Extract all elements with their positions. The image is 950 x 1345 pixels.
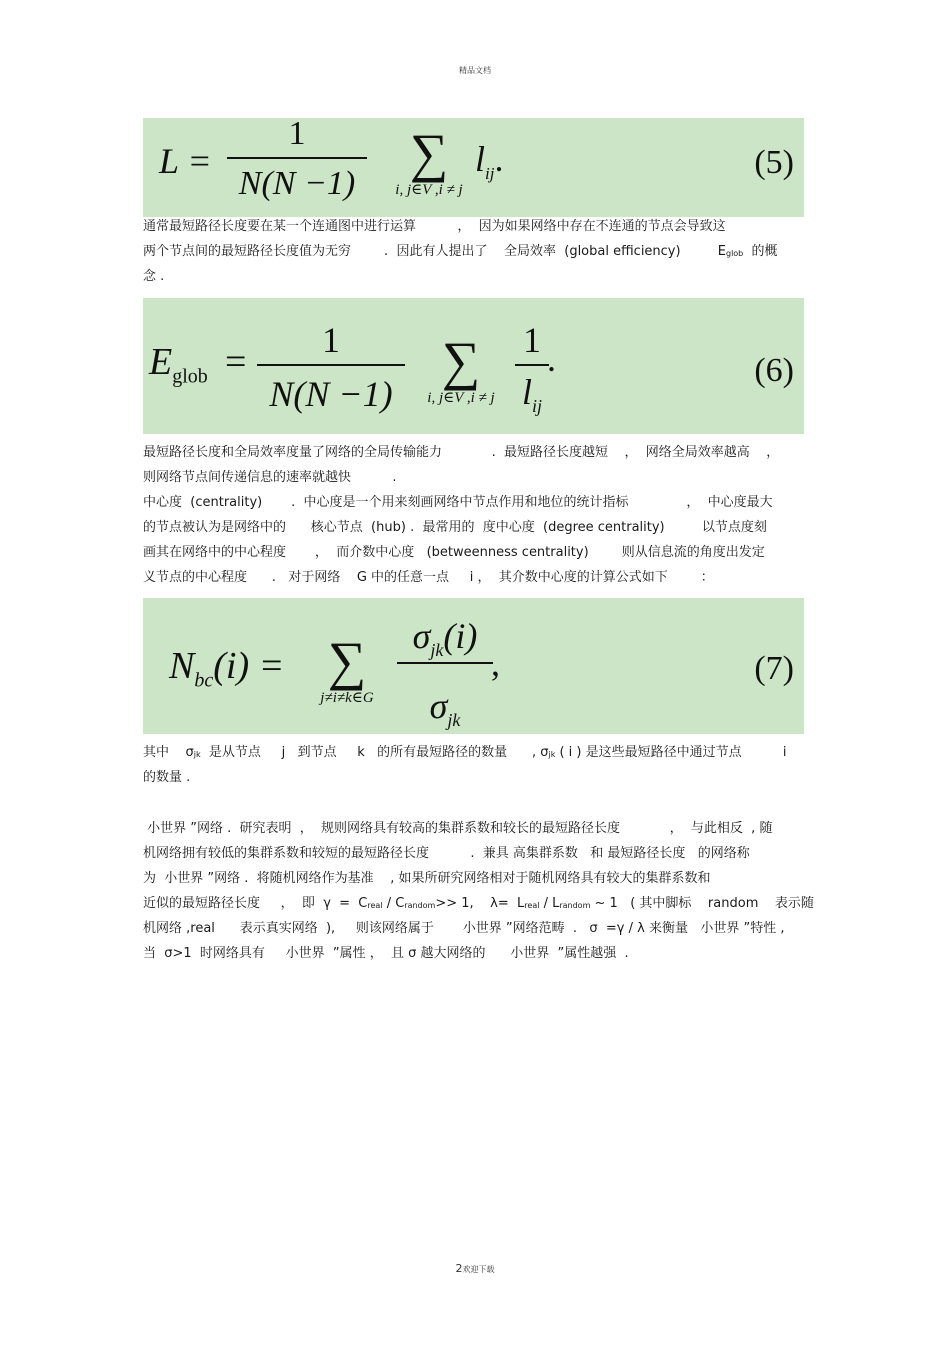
eq6-number: (6) <box>754 352 794 389</box>
eq5-summation: ∑ i, j∈V ,i ≠ j <box>369 126 489 199</box>
eq6-sum-range: i, j∈V ,i ≠ j <box>427 390 495 406</box>
eq7-numerator: $\sigma_{jk}(i)$ <box>412 616 478 661</box>
text-line: 机网络拥有较低的集群系数和较短的最短路径长度 . 兼具 高集群系数 和 最短路径长度 的网络称 <box>143 846 750 861</box>
paragraph-betweenness-definition <box>143 740 808 790</box>
eq5-denominator: N(N −1) <box>238 165 356 202</box>
page-header: 精品文档 <box>459 66 491 75</box>
eq6-inner-fraction <box>515 318 549 428</box>
eq5-lhs: L = <box>159 141 212 181</box>
equation-6 <box>143 298 804 434</box>
eq6-inner-numerator: 1 <box>523 320 541 360</box>
text-line: 为 小世界 ”网络 . 将随机网络作为基准 , 如果所研究网络相对于随机网络具有较大的集群系数和 <box>143 871 711 886</box>
eq7-tail: , <box>491 643 500 683</box>
eq6-denominator: N(N −1) <box>269 374 393 414</box>
paragraph-small-world <box>143 816 814 966</box>
paragraph-efficiency-meaning <box>143 440 808 490</box>
text-line: 其中 $\sigma_{jk}$ 是从节点 j 到节点 k 的所有最短路径的数量 , $\sigma_{jk}$ ( i ) 是这些最短路径中通过节点 i <box>143 745 787 760</box>
eq7-sum-range: j≠i≠k∈G <box>320 690 374 706</box>
text-line: 最短路径长度和全局效率度量了网络的全局传输能力 . 最短路径长度越短 ， 网络全局效率越高 ， <box>143 445 780 460</box>
eq6-equals: = <box>225 341 247 383</box>
text-line: 念 . <box>143 269 165 284</box>
eq5-number: (5) <box>754 144 794 181</box>
text-line: 中心度 (centrality) . 中心度是一个用来刻画网络中节点作用和地位的统计指标 ， 中心度最大 <box>143 495 773 510</box>
eq5-sum-range: i, j∈V ,i ≠ j <box>395 182 463 198</box>
text-line: 机网络 ,real 表示真实网络 ), 则该网络属于 小世界 ”网络范畴 . σ =γ / λ 来衡量 小世界 ”特性 , <box>143 921 785 936</box>
eq7-summation: ∑ j≠i≠k∈G <box>299 634 395 707</box>
text-line: 通常最短路径长度要在某一个连通图中进行运算 ， 因为如果网络中存在不连通的节点会导致这 <box>143 219 726 234</box>
text-line: 义节点的中心程度 . 对于网络 G 中的任意一点 i ， 其介数中心度的计算公式如下 ： <box>143 570 714 585</box>
paragraph-centrality <box>143 490 808 590</box>
eq6-inner-denominator: $l_{ij}$ <box>521 372 543 417</box>
eq7-fraction <box>397 614 493 734</box>
page-number: 2 <box>455 1262 463 1275</box>
text-line: 当 σ>1 时网络具有 小世界 ”属性 ， 且 σ 越大网络的 小世界 ”属性越强 . <box>143 946 629 961</box>
eq7-lhs: $N_{bc}(i)$ = <box>169 645 285 692</box>
text-line: 小世界 ”网络 . 研究表明 ， 规则网络具有较高的集群系数和较长的最短路径长度 ， 与此相反 , 随 <box>143 821 773 836</box>
eq7-number: (7) <box>754 650 794 687</box>
eq5-term: $l_{ij}$. <box>475 139 504 184</box>
eq6-fraction <box>257 318 405 416</box>
paragraph-global-efficiency <box>143 214 808 289</box>
eq6-summation: ∑ i, j∈V ,i ≠ j <box>405 334 517 407</box>
page-footer <box>0 1262 950 1275</box>
eq6-numerator: 1 <box>322 320 340 360</box>
text-line: 近似的最短路径长度 ， 即 $\gamma = C_{real} / C_{random}>> 1$, $\lambda= L_{real} / L_{random}$ ~ 1 ( 其中脚标 random 表示随 <box>143 896 814 911</box>
eq6-lhs: $E_{glob}$ <box>149 341 208 388</box>
equation-7 <box>143 598 804 734</box>
text-line: 的节点被认为是网络中的 核心节点 (hub) . 最常用的 度中心度 (degree centrality) 以节点度刻 <box>143 520 767 535</box>
eq7-denominator: $\sigma_{jk}$ <box>429 686 461 731</box>
text-line: 的数量 . <box>143 770 191 785</box>
equation-5 <box>143 118 804 217</box>
eq6-tail: . <box>547 339 556 379</box>
footer-text: 欢迎下载 <box>462 1265 495 1274</box>
text-line: 则网络节点间传递信息的速率就越快 . <box>143 470 397 485</box>
eq5-numerator: 1 <box>288 118 306 152</box>
text-line: 画其在网络中的中心程度 ， 而介数中心度 (betweenness centrality) 则从信息流的角度出发定 <box>143 545 765 560</box>
text-line: 两个节点间的最短路径长度值为无穷 . 因此有人提出了 全局效率 (global efficiency) $E_{glob}$ 的概 <box>143 244 778 259</box>
eq5-fraction <box>227 118 367 206</box>
